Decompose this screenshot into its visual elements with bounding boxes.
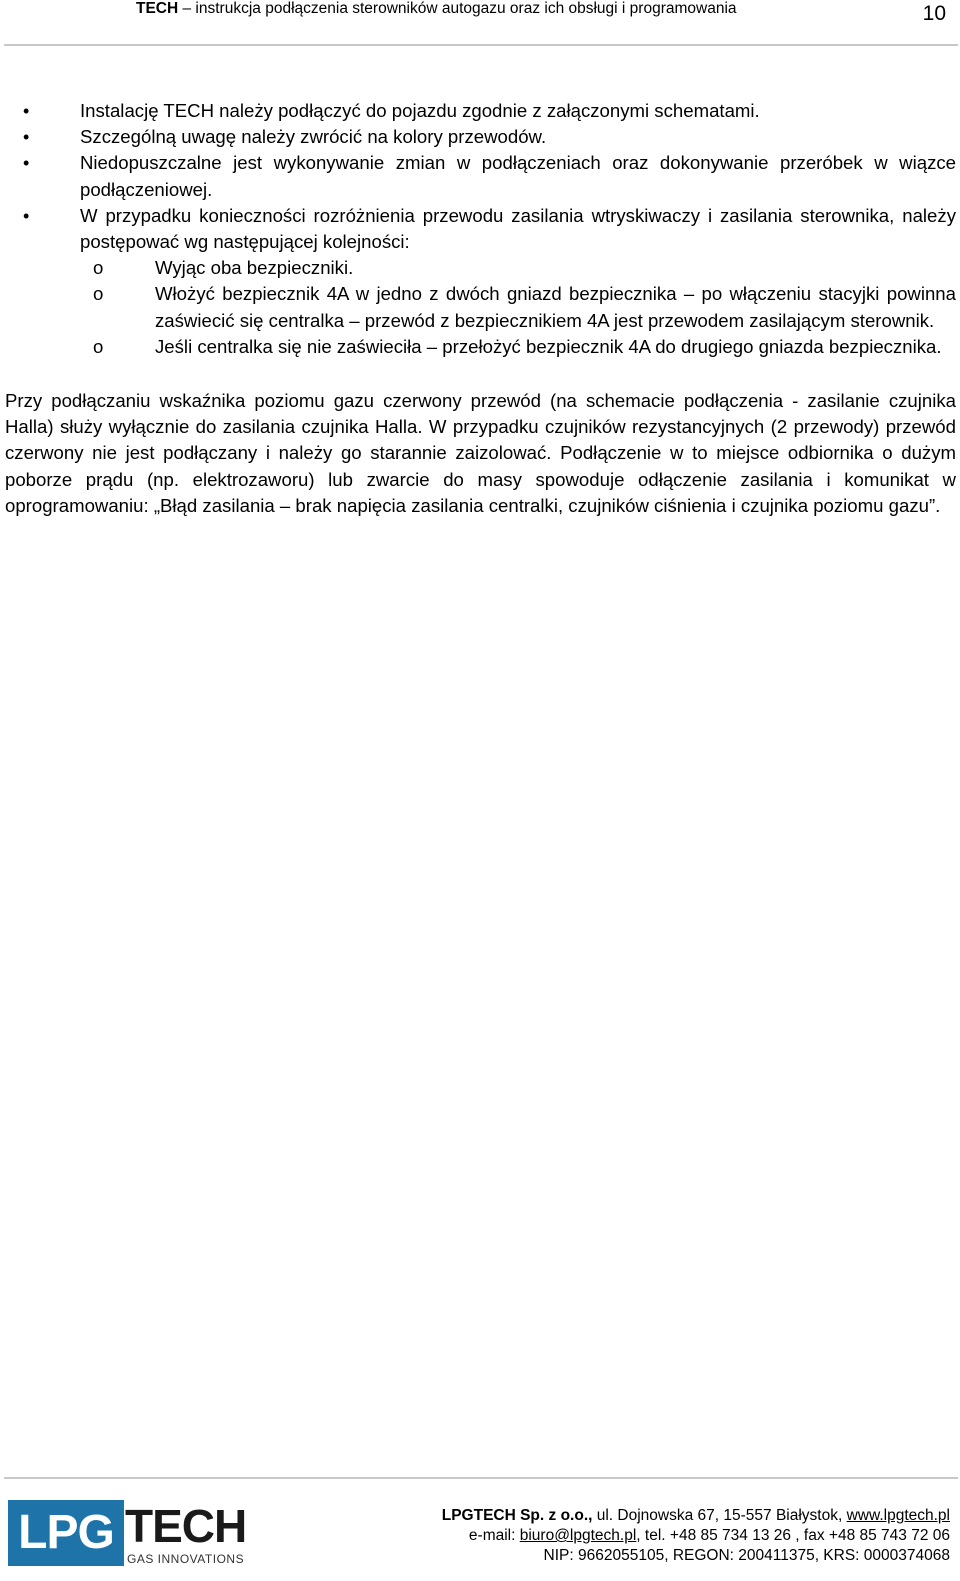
bullet-list	[5, 98, 956, 360]
page-content	[5, 98, 956, 519]
bullet-item	[5, 203, 956, 360]
page-header	[0, 0, 958, 46]
header-title-text: – instrukcja podłączenia sterowników autogazu oraz ich obsługi i programowania	[178, 0, 737, 17]
email-link[interactable]: biuro@lpgtech.pl	[519, 1527, 637, 1544]
bullet-item: • Niedopuszczalne jest wykonywanie zmian w podłączeniach oraz dokonywanie przeróbek w wiązce podłączeniowej.	[5, 150, 956, 202]
company-name: LPGTECH Sp. z o.o.,	[441, 1507, 593, 1524]
sub-list-item	[5, 334, 956, 360]
company-address: ul. Dojnowska 67, 15-557 Białystok,	[592, 1507, 847, 1524]
logo-tagline: GAS INNOVATIONS	[127, 1552, 245, 1566]
footer-line-registry: NIP: 9662055105, REGON: 200411375, KRS: 0000374068	[543, 1547, 950, 1564]
sub-list	[80, 255, 956, 360]
page-number: 10	[922, 2, 946, 25]
header-title	[136, 0, 737, 18]
logo-lpg-block: LPG	[8, 1500, 124, 1566]
sub-list-item	[5, 255, 956, 281]
sub-list-item	[5, 281, 956, 333]
footer-divider	[4, 1477, 958, 1479]
footer-line-address	[442, 1506, 950, 1526]
bullet-item: • Szczególną uwagę należy zwrócić na kolory przewodów.	[5, 124, 956, 150]
sub-item-text: o Włożyć bezpiecznik 4A w jedno z dwóch gniazd bezpiecznika – po włączeniu stacyjki powinna zaświecić się centralka – przewód z bezpiecznikiem 4A jest przewodem zasilającym sterownik.	[155, 283, 956, 331]
sub-item-text: o Wyjąc oba bezpieczniki.	[155, 257, 354, 279]
footer-line-contact	[442, 1526, 950, 1546]
website-link[interactable]: www.lpgtech.pl	[846, 1507, 950, 1524]
bullet-item: • Instalację TECH należy podłączyć do pojazdu zgodnie z załączonymi schematami.	[5, 98, 956, 124]
bullet-item-text: W przypadku konieczności rozróżnienia przewodu zasilania wtryskiwaczy i zasilania sterownika, należy postępować wg następującej kolejności:	[80, 204, 956, 253]
header-divider	[4, 44, 958, 46]
logo-tech-text: TECH	[125, 1500, 247, 1552]
company-logo	[8, 1500, 248, 1572]
header-brand: TECH	[136, 0, 179, 17]
body-paragraph: Przy podłączaniu wskaźnika poziomu gazu czerwony przewód (na schemacie podłączenia - zasilanie czujnika Halla) służy wyłącznie do zasilania czujnika Halla. W przypadku czujników rezystancyjnych (2 przewody) przewód czerwony nie jest podłączany i należy go starannie zaizolować. Podłączenie w to miejsce odbiornika o dużym poborze prądu (np. elektrozaworu) lub zwarcie do masy spowoduje odłączenie zasilania i komunikat w oprogramowaniu: „Błąd zasilania – brak napięcia zasilania centralki, czujników ciśnienia i czujnika poziomu gazu”.	[5, 390, 956, 516]
phone-fax: , tel. +48 85 734 13 26 , fax +48 85 743 72 06	[636, 1527, 950, 1544]
footer-contact	[442, 1506, 950, 1566]
sub-item-text: o Jeśli centralka się nie zaświeciła – przełożyć bezpiecznik 4A do drugiego gniazda bezpiecznika.	[155, 335, 942, 357]
email-label: e-mail:	[468, 1527, 520, 1544]
